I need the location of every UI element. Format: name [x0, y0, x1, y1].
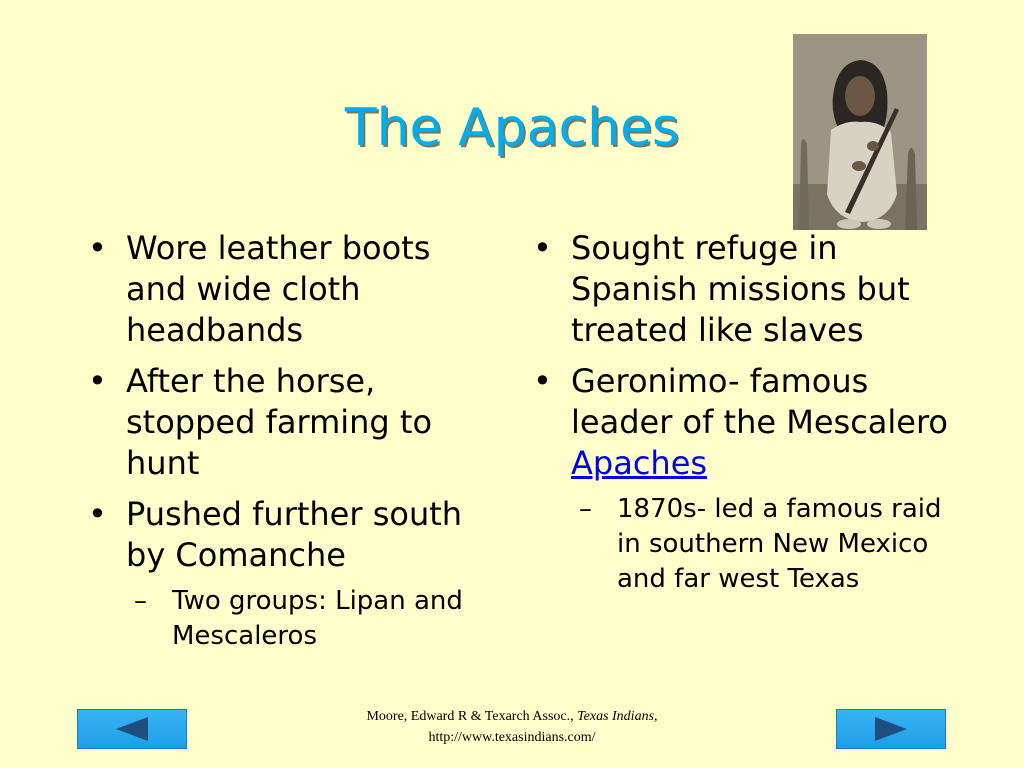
list-item: [88, 361, 488, 484]
sub-list: [126, 584, 488, 654]
bullet-text: Sought refuge in Spanish missions but treated like slaves: [571, 229, 910, 349]
credit-text: Moore, Edward R & Texarch Assoc.,: [366, 709, 578, 724]
portrait-photo-icon: [793, 34, 927, 230]
bullet-icon: •: [533, 229, 552, 267]
credit-italic-title: Texas Indians: [577, 709, 655, 724]
bullet-text: Pushed further south by Comanche: [126, 495, 463, 574]
next-slide-button[interactable]: [836, 709, 946, 749]
sub-bullet-text: 1870s- led a famous raid in southern New Mexico and far west Texas: [617, 494, 942, 594]
right-bullet-list: [533, 228, 953, 607]
geronimo-photo: [793, 34, 927, 230]
bullet-icon: •: [88, 362, 107, 400]
triangle-left-icon: [112, 715, 152, 743]
source-credit: [332, 706, 692, 748]
sub-list: [571, 492, 953, 597]
bullet-icon: •: [88, 495, 107, 533]
credit-url: , http://www.texasindians.com/: [428, 709, 658, 745]
sub-list-item: [126, 584, 488, 654]
dash-icon: –: [579, 494, 592, 524]
previous-slide-button[interactable]: [77, 709, 187, 749]
list-item: [533, 228, 953, 351]
bullet-text: Geronimo- famous leader of the Mescalero: [571, 362, 948, 441]
bullet-text: Wore leather boots and wide cloth headbands: [126, 229, 431, 349]
list-item: [533, 361, 953, 597]
bullet-text: After the horse, stopped farming to hunt: [126, 362, 433, 482]
slide-title: The Apaches: [344, 98, 680, 158]
list-item: [88, 494, 488, 654]
sub-list-item: [571, 492, 953, 597]
list-item: [88, 228, 488, 351]
sub-bullet-text: Two groups: Lipan and Mescaleros: [172, 586, 463, 651]
apaches-link[interactable]: Apaches: [571, 444, 708, 482]
dash-icon: –: [134, 586, 147, 616]
bullet-icon: •: [88, 229, 107, 267]
left-bullet-list: [88, 228, 488, 664]
triangle-right-icon: [871, 715, 911, 743]
bullet-icon: •: [533, 362, 552, 400]
